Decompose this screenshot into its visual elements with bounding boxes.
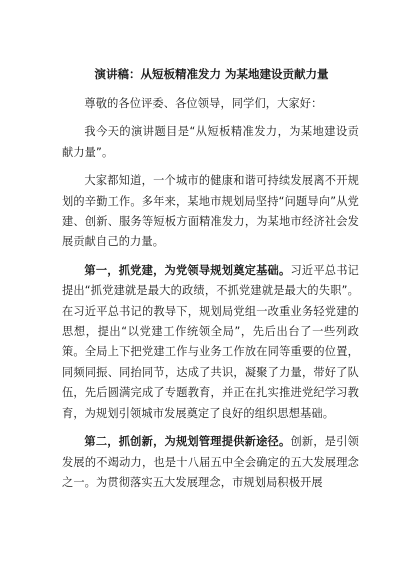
document-title: 演讲稿：从短板精准发力 为某地建设贡献力量 bbox=[94, 67, 329, 81]
point-one-paragraph bbox=[62, 261, 359, 424]
background-paragraph: 大家都知道，一个城市的健康和谐可持续发展离不开规划的辛勤工作。多年来，某地市规划局坚持“问题导向”从党建、创新、服务等短板方面精准发力，为某地市经济社会发展贡献自己的力量。 bbox=[62, 174, 359, 249]
point-one-heading: 第一，抓党建，为党领导规划奠定基础。 bbox=[84, 263, 291, 277]
greeting-paragraph: 尊敬的各位评委、各位领导，同学们，大家好： bbox=[84, 97, 323, 110]
point-two-body: 创新，是引领发展的不竭动力，也是十八届五中全会确定的五大发展理念之一。为贯彻落实五大发展理念，市规划局积极开展 bbox=[62, 435, 360, 489]
point-one-body: 习近平总书记提出“抓党建就是最大的政绩，不抓党建就是最大的失职”。在习近平总书记的教导下，规划局党组一改重业务轻党建的思想，提出“以党建工作统领全局”，先后出台了一些列政策。全局上下把党建工作与业务工作放在同等重要的位置，同频同振、同抬同节，达成了共识，凝聚了力量，带好了队伍，先后圆满完成了专题教育，并正在扎实推进党纪学习教育，为规划引领城市发展奠定了良好的组织思想基础。 bbox=[62, 263, 360, 420]
intro-paragraph: 我今天的演讲题目是“从短板精准发力，为某地建设贡献力量”。 bbox=[62, 125, 359, 159]
point-two-paragraph bbox=[62, 432, 359, 493]
point-two-heading: 第二，抓创新，为规划管理提供新途径。 bbox=[84, 435, 291, 449]
